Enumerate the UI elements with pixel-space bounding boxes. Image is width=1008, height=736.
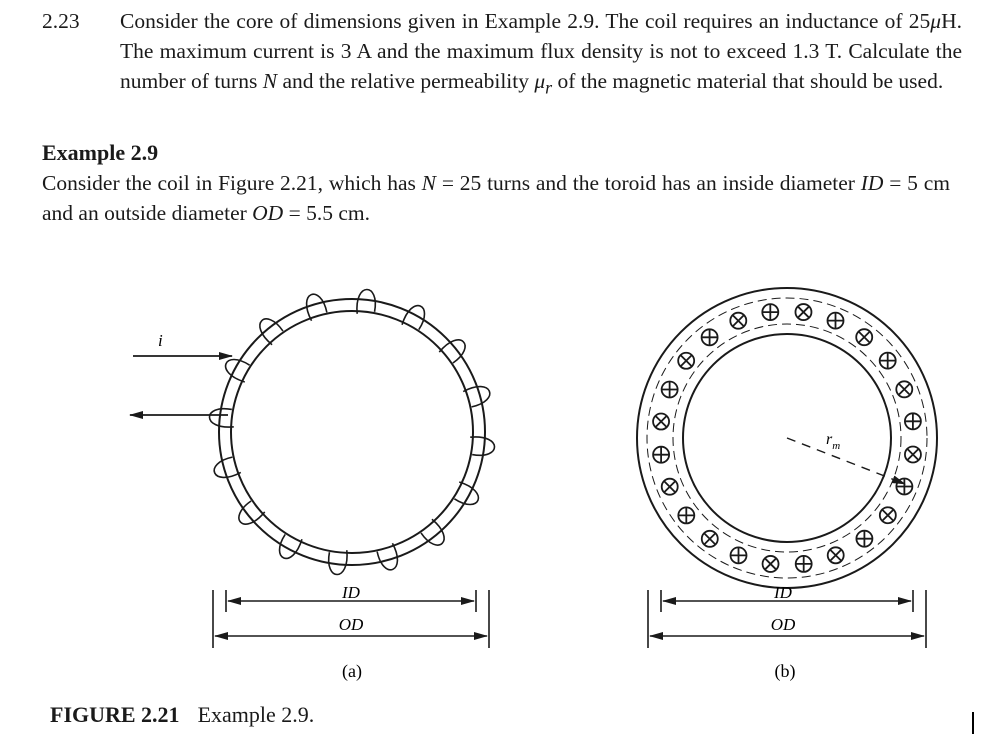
dot-in-circle-symbol (662, 382, 678, 398)
mean-radius-label: $r_m$ (826, 431, 841, 452)
cross-in-circle-symbol (763, 556, 779, 572)
figure-caption (50, 702, 314, 728)
dot-in-circle-symbol (702, 329, 718, 345)
cross-in-circle-symbol (678, 353, 694, 369)
cross-in-circle-symbol (856, 329, 872, 345)
problem-number: 2.23 (42, 9, 80, 33)
cross-in-circle-symbol (730, 313, 746, 329)
dot-in-circle-symbol (905, 413, 921, 429)
cross-in-circle-symbol (662, 479, 678, 495)
toroid-inner-a (231, 311, 473, 553)
cross-in-circle-symbol (896, 381, 912, 397)
coil-windings (209, 289, 494, 574)
od-label-b: OD (770, 615, 796, 634)
winding-loop (357, 289, 375, 313)
winding-loop (470, 437, 494, 455)
dot-in-circle-symbol (762, 304, 778, 320)
caption-tag: FIGURE 2.21 (50, 702, 180, 727)
figure-b (637, 288, 937, 682)
dot-in-circle-symbol (731, 547, 747, 563)
od-label-a: OD (338, 615, 364, 634)
id-label-b: ID (774, 583, 792, 602)
cross-in-circle-symbol (828, 547, 844, 563)
dot-in-circle-symbol (653, 447, 669, 463)
toroid-outer-a (219, 299, 485, 565)
winding-loop (209, 409, 233, 427)
cross-in-circle-symbol (880, 507, 896, 523)
dot-in-circle-symbol (880, 353, 896, 369)
caption-text: Example 2.9. (197, 702, 315, 727)
example-heading: Example 2.9 (42, 140, 159, 165)
cross-in-circle-symbol (702, 531, 718, 547)
cross-in-circle-symbol (795, 304, 811, 320)
dot-in-circle-symbol (796, 556, 812, 572)
dot-in-circle-symbol (856, 531, 872, 547)
figure-a (130, 289, 495, 682)
mean-radius-line (787, 438, 905, 484)
dot-in-circle-symbol (678, 507, 694, 523)
sublabel-b: (b) (774, 661, 796, 681)
dot-in-circle-symbol (827, 313, 843, 329)
problem-text: Consider the core of dimensions given in Example 2.9. The coil requires an inductance of 25μH. The maximum current is 3 A and the maximum flux density is not to exceed 1.3 T. Calculate the number of turns N and the relative permeability $\mu_r$ of the magnetic material that should be used. (120, 9, 962, 98)
cross-in-circle-symbol (653, 414, 669, 430)
winding-loop (329, 550, 347, 574)
current-label: i (158, 331, 163, 350)
text-cursor (972, 712, 974, 734)
id-label-a: ID (342, 583, 360, 602)
example-text: Consider the coil in Figure 2.21, which has N = 25 turns and the toroid has an inside diameter ID = 5 cm and an outside diameter OD = 5.5 cm. (42, 171, 950, 225)
sublabel-a: (a) (342, 661, 362, 681)
cross-in-circle-symbol (905, 446, 921, 462)
